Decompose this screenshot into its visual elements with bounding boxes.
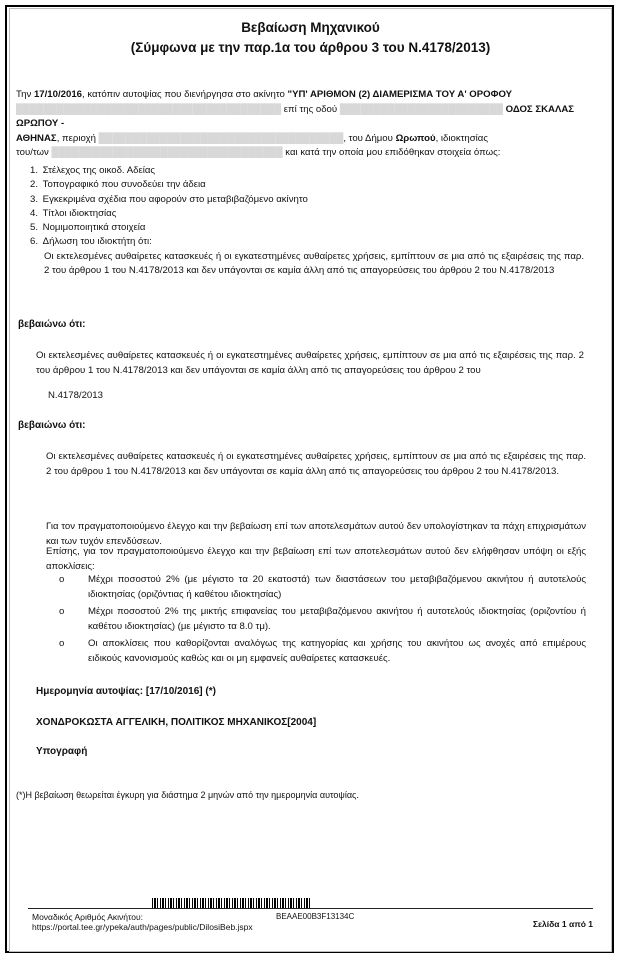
validity-footnote: (*)Η βεβαίωση θεωρείται έγκυρη για διάστημα 2 μηνών από την ημερομηνία αυτοψίας. [16,790,359,800]
certify-paragraph-1-law: Ν.4178/2013 [48,390,103,401]
list-item: 6. Δήλωση του ιδιοκτήτη ότι: [30,236,152,248]
street-name: ΟΔΟΣ ΣΚΑΛΑΣ ΩΡΩΠΟΥ - [16,103,575,129]
plaster-note-paragraph: Για τον πραγματοποιούμενο έλεγχο και την βεβαίωση επί των αποτελεσμάτων αυτού δεν υπολογίστηκαν τα πάχη επιχρισμάτων και των τυχόν επενδύσεων. [46,521,586,547]
list-item: 1. Στέλεχος της οικοδ. Αδείας [30,165,156,176]
intro-paragraph: Την 17/10/2016, κατόπιν αυτοψίας που διενήργησα στο ακίνητο "ΥΠ' ΑΡΙΘΜΟΝ (2) ΔΙΑΜΕΡΙΣΜΑ ΤΟΥ Α' ΟΡΟΦΟΥ ███████████████████████████████████████ επί της οδού ████████████████████████ ΟΔΟΣ ΣΚΑΛΑΣ ΩΡΩΠΟΥ - ΑΘΗΝΑΣ, περιοχή ████████████████████████████████████, του Δήμου Ωρωπού, ιδιοκτησίας του/των ██████████████████████████████████ και κατά την οποία μου επιδόθηκαν στοιχεία όπως: [16,89,575,158]
redacted-text: ███████████████████████████████████████ [16,103,282,115]
certify-heading-1: βεβαιώνω ότι: [18,319,86,330]
page-footer [28,908,593,932]
deviation-bullet: o Μέχρι ποσοστού 2% της μικτής επιφανείας του μεταβιβαζόμενου ακινήτου ή αυτοτελούς ιδιοκτησίας (οριζοντίου ή καθέτου ιδιοκτησίας) (με μέγιστο τα 8.0 τμ). [59,606,586,632]
document-subtitle: (Σύμφωνα με την παρ.1α του άρθρου 3 του Ν.4178/2013) [130,40,491,55]
deviation-bullet: o Μέχρι ποσοστού 2% (με μέγιστο τα 20 εκατοστά) των διαστάσεων του μεταβιβαζόμενου ακινήτου ή αυτοτελούς ιδιοκτησίας (οριζόντιας ή καθέτου ιδιοκτησίας) [59,574,586,600]
property-description: "ΥΠ' ΑΡΙΘΜΟΝ (2) ΔΙΑΜΕΡΙΣΜΑ ΤΟΥ Α' ΟΡΟΦΟΥ [287,89,513,100]
street-name-2: ΑΘΗΝΑΣ [16,132,57,144]
certify-heading-2: βεβαιώνω ότι: [18,420,86,431]
certify-paragraph-2: Οι εκτελεσμένες αυθαίρετες κατασκευές ή οι εγκατεστημένες αυθαίρετες χρήσεις, εμπίπτουν σε μια από τις εξαιρέσεις της παρ. 2 του άρθρου 1 του Ν.4178/2013 και δεν υπάγονται σε καμία άλλη από τις απαγορεύσεις του άρθρου 2 του Ν.4178/2013. [46,451,586,477]
list-item: 4. Τίτλοι ιδιοκτησίας [30,207,117,219]
documents-list [30,164,590,278]
signature-label: Υπογραφή [36,746,88,757]
list-item: 2. Τοπογραφικό που συνοδεύει την άδεια [30,179,206,191]
deviations-paragraph: Επίσης, για τον πραγματοποιούμενο έλεγχο και την βεβαίωση επί των αποτελεσμάτων αυτού δεν ελήφθησαν υπόψη οι εξής αποκλίσεις: [46,546,586,572]
engineer-name: ΧΟΝΔΡΟΚΩΣΤΑ ΑΓΓΕΛΙΚΗ, ΠΟΛΙΤΙΚΟΣ ΜΗΧΑΝΙΚΟΣ[2004] [36,717,317,728]
list-item: 3. Εγκεκριμένα σχέδια που αφορούν στο μεταβιβαζόμενο ακίνητο [30,193,308,205]
owner-declaration-detail: Οι εκτελεσμένες αυθαίρετες κατασκευές ή οι εγκατεστημένες αυθαίρετες χρήσεις, εμπίπτουν σε μια από τις εξαιρέσεις της παρ. 2 του άρθρου 1 του Ν.4178/2013 και δεν υπάγονται σε καμία άλλη από τις απαγορεύσεις του άρθρου 2 του Ν.4178/2013 [44,250,584,277]
portal-url: https://portal.tee.gr/ypeka/auth/pages/public/DilosiBeb.jspx [32,922,253,932]
deviation-bullet: o Οι αποκλίσεις που καθορίζονται αναλόγως της κατηγορίας και χρήσης του ακινήτου ως ανοχές από επιμέρους ειδικούς κανονισμούς καθώς και οι μη εμφανείς αυθαίρετες κατασκευές. [59,638,586,664]
unique-id-value: ΒΕΑΑΕ00Β3F13134C [276,912,355,921]
unique-id-label: Μοναδικός Αριθμός Ακινήτου: [32,912,143,922]
list-item: 5. Νομιμοποιητικά στοιχεία [30,222,146,234]
inspection-date: 17/10/2016 [33,89,82,100]
document-title: Βεβαίωση Μηχανικού [241,20,380,35]
page-number: Σελίδα 1 από 1 [532,919,593,929]
certify-paragraph-1: Οι εκτελεσμένες αυθαίρετες κατασκευές ή οι εγκατεστημένες αυθαίρετες χρήσεις, εμπίπτουν σε μια από τις εξαιρέσεις της παρ. 2 του άρθρου 1 του Ν.4178/2013 και δεν υπάγονται σε καμία άλλη από τις απαγορεύσεις του άρθρου 2 του [36,350,584,376]
municipality: Ωρωπού [395,132,436,144]
inspection-date-line: Ημερομηνία αυτοψίας: [17/10/2016] (*) [36,686,216,697]
